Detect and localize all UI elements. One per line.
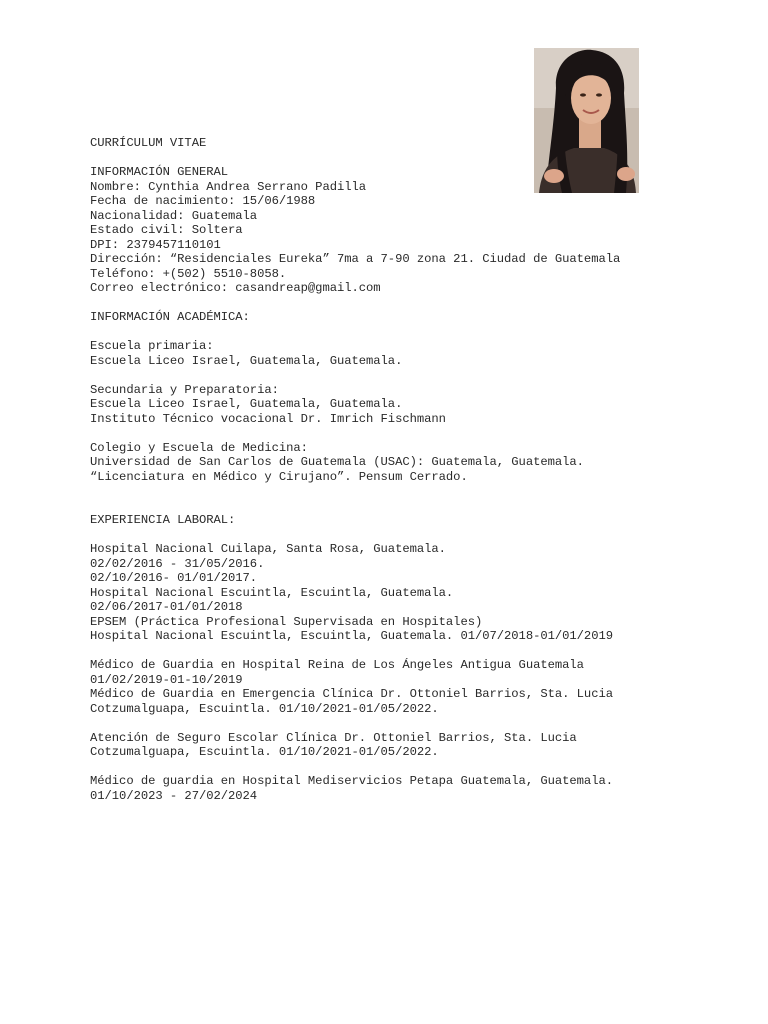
academic-primary-label: Escuela primaria:: [90, 339, 214, 353]
experience-item: 02/10/2016- 01/01/2017.: [90, 571, 258, 585]
general-nationality: Nacionalidad: Guatemala: [90, 208, 258, 223]
academic-secondary-institute: Instituto Técnico vocacional Dr. Imrich Fischmann: [90, 411, 446, 426]
experience-item: EPSEM (Práctica Profesional Supervisada en Hospitales): [90, 614, 483, 629]
document-title: CURRÍCULUM VITAE: [90, 136, 207, 150]
academic-university-degree: “Licenciatura en Médico y Cirujano”. Pensum Cerrado.: [90, 469, 468, 484]
academic-secondary-label: Secundaria y Preparatoria:: [90, 382, 279, 397]
experience-item: Médico de Guardia en Emergencia Clínica Dr. Ottoniel Barrios, Sta. Lucia: [90, 687, 613, 701]
general-address: Dirección: “Residenciales Eureka” 7ma a 7-90 zona 21. Ciudad de Guatemala: [90, 252, 621, 266]
experience-item: Atención de Seguro Escolar Clínica Dr. Ottoniel Barrios, Sta. Lucia: [90, 730, 577, 745]
experience-item: 01/02/2019-01-10/2019: [90, 672, 243, 687]
academic-heading: INFORMACIÓN ACADÉMICA:: [90, 310, 250, 324]
academic-university-name: Universidad de San Carlos de Guatemala (USAC): Guatemala, Guatemala.: [90, 455, 584, 469]
experience-item: 01/10/2023 - 27/02/2024: [90, 788, 258, 803]
academic-primary-school: Escuela Liceo Israel, Guatemala, Guatemala.: [90, 353, 403, 368]
experience-item: Hospital Nacional Cuilapa, Santa Rosa, Guatemala.: [90, 542, 446, 556]
experience-heading: EXPERIENCIA LABORAL:: [90, 513, 236, 527]
general-birthdate: Fecha de nacimiento: 15/06/1988: [90, 194, 316, 208]
general-phone: Teléfono: +(502) 5510-8058.: [90, 266, 287, 281]
experience-item: Médico de Guardia en Hospital Reina de Los Ángeles Antigua Guatemala: [90, 658, 584, 672]
experience-item: Cotzumalguapa, Escuintla. 01/10/2021-01/05/2022.: [90, 701, 439, 716]
cv-content: [90, 136, 710, 803]
experience-item: Cotzumalguapa, Escuintla. 01/10/2021-01/05/2022.: [90, 745, 439, 759]
general-dpi: DPI: 2379457110101: [90, 237, 221, 252]
experience-item: Hospital Nacional Escuintla, Escuintla, Guatemala.: [90, 585, 454, 600]
general-email: Correo electrónico: casandreap@gmail.com: [90, 281, 381, 295]
experience-item: 02/02/2016 - 31/05/2016.: [90, 556, 265, 571]
experience-item: Médico de guardia en Hospital Mediservicios Petapa Guatemala, Guatemala.: [90, 774, 613, 788]
general-heading: INFORMACIÓN GENERAL: [90, 165, 229, 179]
general-name: Nombre: Cynthia Andrea Serrano Padilla: [90, 179, 367, 194]
experience-item: 02/06/2017-01/01/2018: [90, 600, 243, 614]
academic-university-label: Colegio y Escuela de Medicina:: [90, 440, 308, 455]
academic-secondary-school: Escuela Liceo Israel, Guatemala, Guatemala.: [90, 397, 403, 411]
general-civil-status: Estado civil: Soltera: [90, 223, 243, 237]
experience-item: Hospital Nacional Escuintla, Escuintla, Guatemala. 01/07/2018-01/01/2019: [90, 629, 613, 643]
